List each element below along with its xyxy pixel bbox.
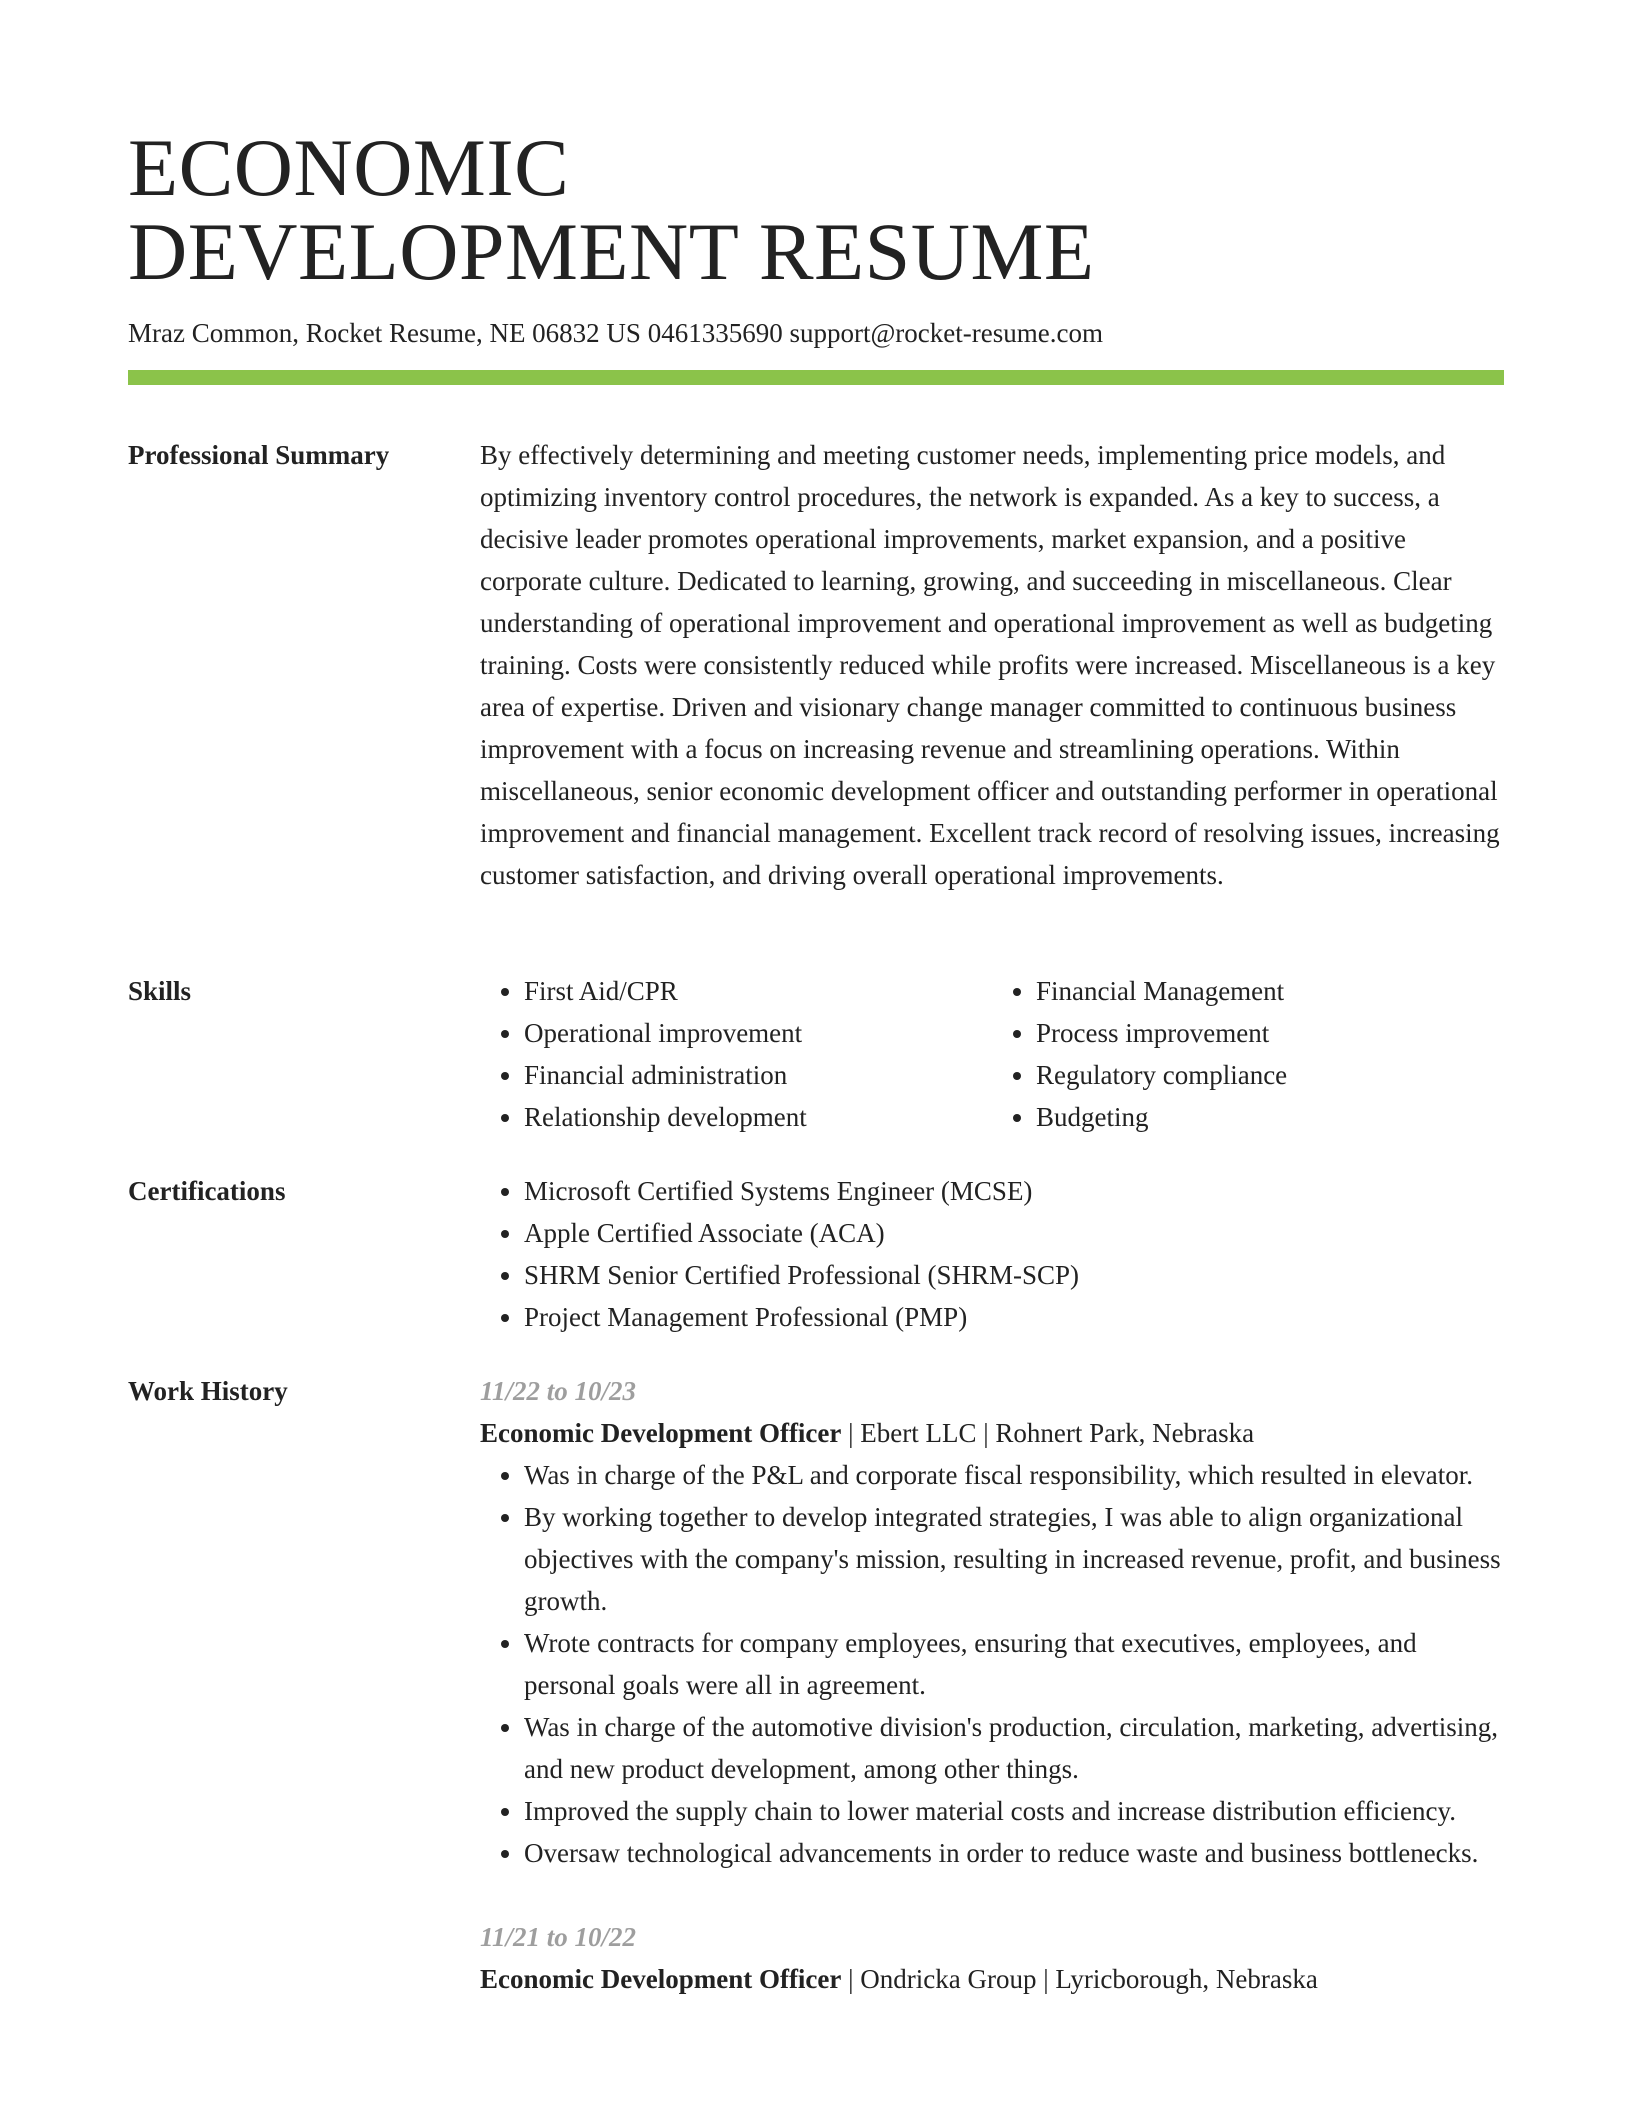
accent-divider	[128, 370, 1504, 385]
skill-item: • Budgeting	[1036, 1096, 1504, 1138]
skill-item: • Operational improvement	[524, 1012, 992, 1054]
job-title: Economic Development Officer	[480, 1964, 842, 1994]
skill-item: • Financial Management	[1036, 970, 1504, 1012]
certification-item: • SHRM Senior Certified Professional (SHRM-SCP)	[524, 1254, 1504, 1296]
skills-content	[480, 970, 1504, 1138]
job-duty: • Was in charge of the P&L and corporate fiscal responsibility, which resulted in elevator.	[524, 1454, 1504, 1496]
skills-label: Skills	[128, 976, 192, 1006]
job-entry	[480, 1370, 1504, 1874]
job-dates: 11/22 to 10/23	[480, 1376, 637, 1406]
job-duty: • Improved the supply chain to lower material costs and increase distribution efficiency.	[524, 1790, 1504, 1832]
certification-item: • Apple Certified Associate (ACA)	[524, 1212, 1504, 1254]
job-company-location: | Ebert LLC | Rohnert Park, Nebraska	[841, 1418, 1255, 1448]
skill-item: • Process improvement	[1036, 1012, 1504, 1054]
job-duty: • Wrote contracts for company employees, ensuring that executives, employees, and personal goals were all in agreement.	[524, 1622, 1504, 1706]
job-company-location: | Ondricka Group | Lyricborough, Nebraska	[841, 1964, 1318, 1994]
skill-item: • Relationship development	[524, 1096, 992, 1138]
summary-label: Professional Summary	[128, 440, 390, 470]
certifications-list	[480, 1170, 1504, 1338]
title-line-2: DEVELOPMENT RESUME	[128, 206, 1095, 297]
job-entry	[480, 1916, 1504, 2000]
certification-item: • Project Management Professional (PMP)	[524, 1296, 1504, 1338]
work-history-label: Work History	[128, 1376, 288, 1406]
title-line-1: ECONOMIC	[128, 122, 570, 213]
skills-list-col2	[992, 970, 1504, 1138]
skill-item: • Financial administration	[524, 1054, 992, 1096]
summary-text: By effectively determining and meeting customer needs, implementing price models, and optimizing inventory control procedures, the network is expanded. As a key to success, a decisive leader promotes operational improvements, market expansion, and a positive corporate culture. Dedicated to learning, growing, and succeeding in miscellaneous. Clear understanding of operational improvement and operational improvement as well as budgeting training. Costs were consistently reduced while profits were increased. Miscellaneous is a key area of expertise. Driven and visionary change manager committed to continuous business improvement with a focus on increasing revenue and streamlining operations. Within miscellaneous, senior economic development officer and outstanding performer in operational improvement and financial management. Excellent track record of resolving issues, increasing customer satisfaction, and driving overall operational improvements.	[480, 440, 1500, 890]
summary-content	[480, 434, 1504, 896]
work-history-content	[480, 1370, 1504, 2000]
skills-list-col1	[480, 970, 992, 1138]
certification-item: • Microsoft Certified Systems Engineer (MCSE)	[524, 1170, 1504, 1212]
job-duty: • Was in charge of the automotive division's production, circulation, marketing, advertising, and new product development, among other things.	[524, 1706, 1504, 1790]
job-dates: 11/21 to 10/22	[480, 1922, 637, 1952]
resume-title	[128, 122, 1095, 297]
certifications-label: Certifications	[128, 1176, 286, 1206]
job-duty: • Oversaw technological advancements in order to reduce waste and business bottlenecks.	[524, 1832, 1504, 1874]
job-duties-list	[480, 1454, 1504, 1874]
skill-item: • First Aid/CPR	[524, 970, 992, 1012]
skill-item: • Regulatory compliance	[1036, 1054, 1504, 1096]
job-heading	[480, 1412, 1504, 1454]
job-title: Economic Development Officer	[480, 1418, 842, 1448]
certifications-content	[480, 1170, 1504, 1338]
job-heading	[480, 1958, 1504, 2000]
job-duty: • By working together to develop integrated strategies, I was able to align organizational objectives with the company's mission, resulting in increased revenue, profit, and business growth.	[524, 1496, 1504, 1622]
contact-info: Mraz Common, Rocket Resume, NE 06832 US 0461335690 support@rocket-resume.com	[128, 318, 1103, 348]
